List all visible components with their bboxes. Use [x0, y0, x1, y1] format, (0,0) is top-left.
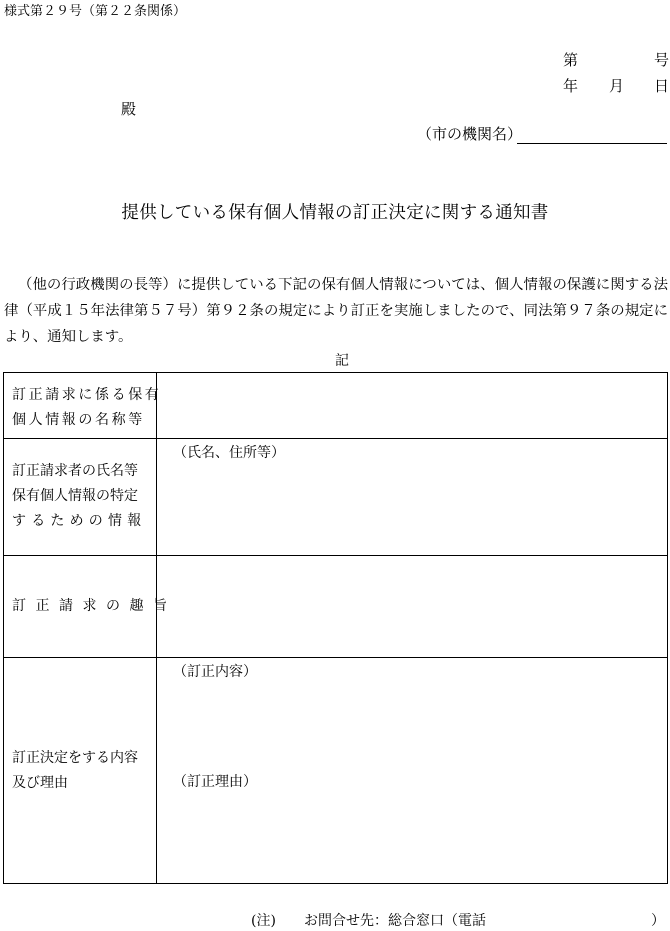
- label-line: するための情報: [12, 513, 147, 529]
- value-request-purpose: [157, 556, 668, 658]
- row-label-requester-info: [4, 439, 157, 556]
- document-title: 提供している保有個人情報の訂正決定に関する通知書: [121, 203, 549, 223]
- date-day-label: 日: [654, 77, 670, 95]
- label-line: 及び理由: [12, 774, 68, 791]
- value-info-name: [157, 373, 668, 439]
- body-text: [4, 272, 668, 350]
- body-paragraph: （他の行政機関の長等）に提供している下記の保有個人情報については、個人情報の保護に関する法律（平成１５年法律第５７号）第９２条の規定により訂正を実施しましたので、同法第９７条の規定により、通知します。: [4, 277, 668, 345]
- ki-heading: 記: [335, 353, 349, 369]
- doc-number-prefix: 第: [563, 51, 579, 69]
- row-label-decision-content: [4, 658, 157, 884]
- table-row: [4, 373, 668, 439]
- date-month-label: 月: [609, 77, 625, 95]
- label-line: 訂正決定をする内容: [12, 749, 138, 766]
- footer-contact-text: お問合せ先：総合窓口（電話: [304, 913, 486, 929]
- footer-note-label: (注): [251, 913, 276, 929]
- agency-label: （市の機関名）: [417, 125, 523, 143]
- addressee-suffix: 殿: [121, 100, 137, 118]
- table-row: [4, 556, 668, 658]
- footer-close-paren: ）: [651, 913, 665, 929]
- row-label-info-name: [4, 373, 162, 439]
- note-correction-reason: （訂正理由）: [173, 774, 257, 790]
- label-line: 訂正請求の趣旨: [12, 598, 177, 614]
- row-label-request-purpose: [4, 556, 177, 658]
- table-row: [4, 439, 668, 556]
- label-line: 保有個人情報の特定: [12, 488, 138, 504]
- label-line: 訂正請求者の氏名等: [12, 463, 138, 479]
- note-correction-content: （訂正内容）: [173, 664, 257, 680]
- value-requester-info: [157, 439, 668, 556]
- label-line: 個人情報の名称等: [12, 412, 145, 428]
- note-name-address: （氏名、住所等）: [173, 445, 285, 461]
- value-decision-content: [157, 658, 668, 884]
- date-year-label: 年: [563, 77, 579, 95]
- form-code: 様式第２９号（第２２条関係）: [4, 4, 187, 19]
- label-line: 訂正請求に係る保有: [12, 387, 162, 403]
- agency-name-blank-line: [517, 143, 667, 144]
- table-row: [4, 658, 668, 884]
- doc-number-suffix: 号: [654, 51, 670, 69]
- info-table: [3, 372, 668, 884]
